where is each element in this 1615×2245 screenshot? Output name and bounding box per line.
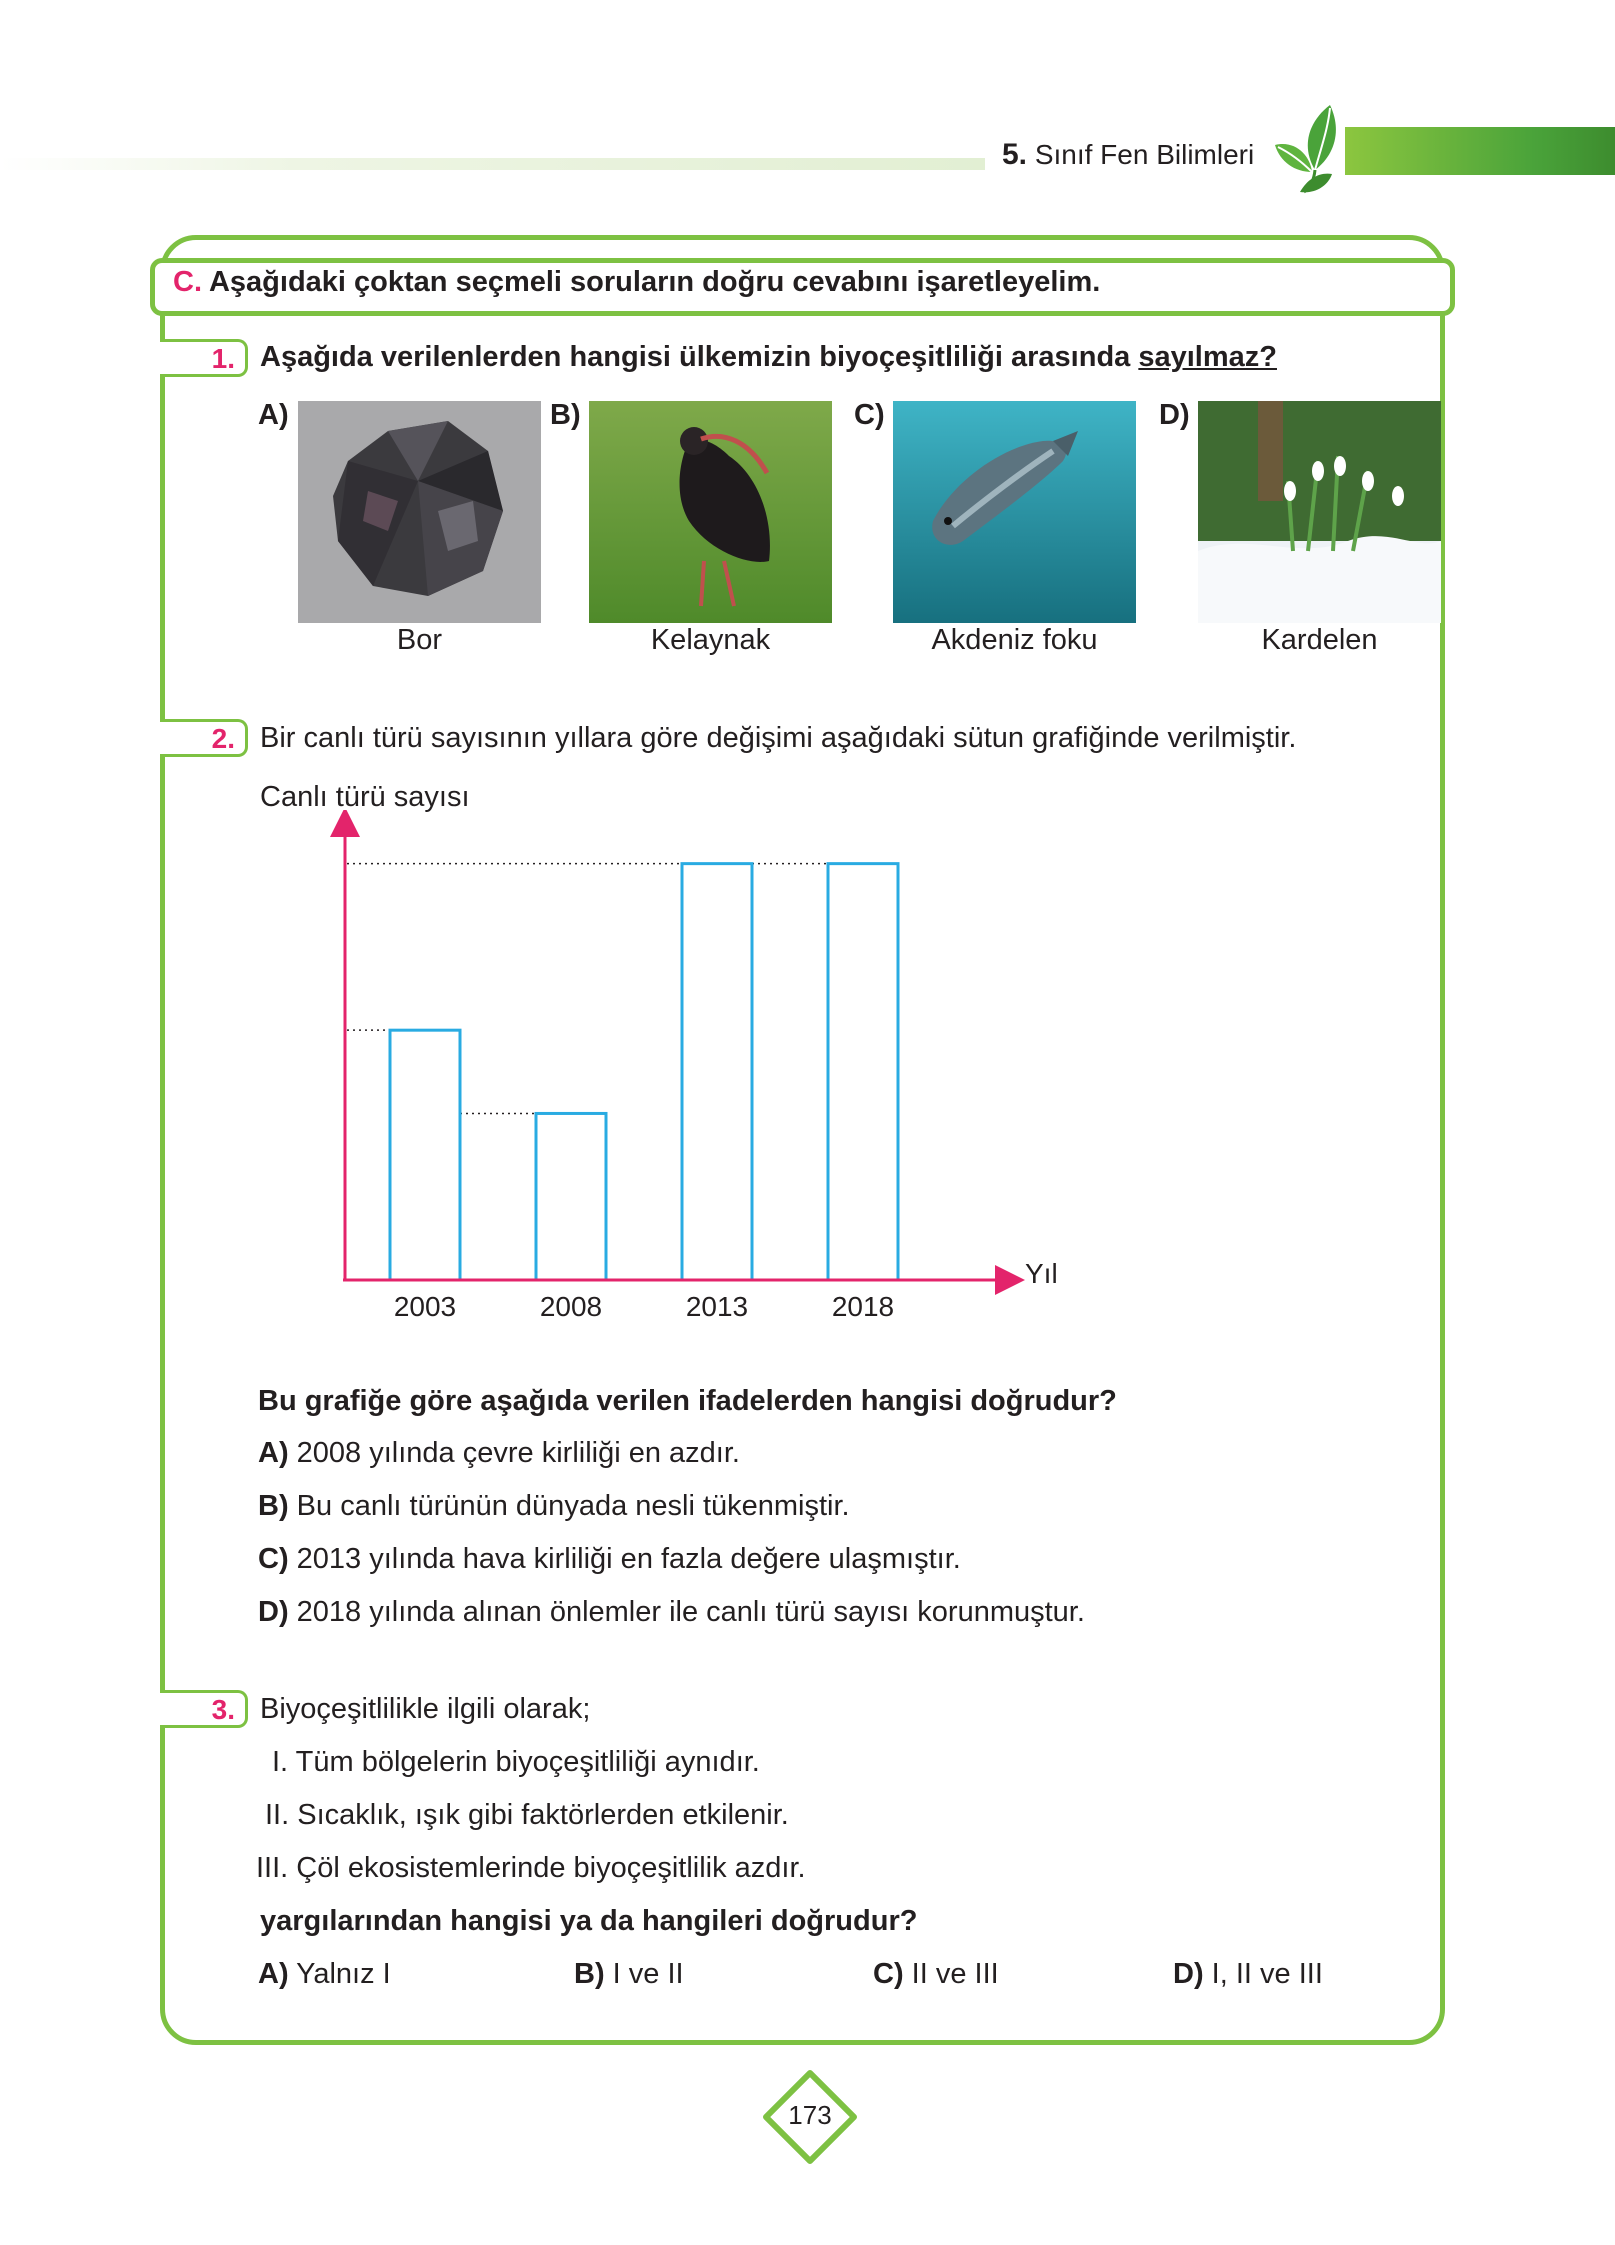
q1-option-c-image-akdeniz-foku[interactable]	[893, 401, 1136, 623]
q3-option-b[interactable]	[574, 1958, 684, 1991]
question-1-number: 1.	[160, 339, 248, 377]
q2-option-b-letter: B)	[258, 1490, 289, 1522]
question-3-prompt: yargılarından hangisi ya da hangileri doğrudur?	[260, 1905, 918, 1937]
chart-x-tick-2008: 2008	[539, 1291, 603, 1322]
chart-x-tick-2003: 2003	[393, 1291, 457, 1322]
q3-option-a-text: Yalnız I	[296, 1958, 391, 1990]
section-instruction: Aşağıdaki çoktan seçmeli soruların doğru cevabını işaretleyelim.	[208, 266, 1101, 298]
header-decor-bar	[0, 158, 985, 170]
question-2-text: Bir canlı türü sayısının yıllara göre değişimi aşağıdaki sütun grafiğinde verilmiştir.	[260, 722, 1297, 754]
leaf-logo-icon	[1270, 100, 1360, 195]
q3-option-c-letter: C)	[873, 1958, 904, 1990]
q3-option-b-text: I ve II	[612, 1958, 684, 1990]
q3-statement-3: III. Çöl ekosistemlerinde biyoçeşitlilik azdır.	[256, 1852, 806, 1884]
question-1-text	[260, 341, 1277, 374]
question-2-prompt: Bu grafiğe göre aşağıda verilen ifadelerden hangisi doğrudur?	[258, 1385, 1117, 1417]
chart-bar-2018	[828, 864, 898, 1280]
q3-option-c[interactable]	[873, 1958, 999, 1991]
q1-option-b-caption: Kelaynak	[650, 624, 771, 656]
q2-option-d[interactable]	[258, 1596, 1085, 1629]
bar-chart	[240, 810, 1100, 1340]
question-3-number: 3.	[160, 1690, 248, 1728]
q3-option-a[interactable]	[258, 1958, 391, 1991]
q1-option-c-letter[interactable]: C)	[854, 399, 885, 431]
q1-option-b-letter[interactable]: B)	[550, 399, 581, 431]
question-2-number: 2.	[160, 719, 248, 757]
chart-x-tick-2018: 2018	[831, 1291, 895, 1322]
question-1-text-underlined: sayılmaz?	[1138, 341, 1277, 373]
q2-option-d-text: 2018 yılında alınan önlemler ile canlı türü sayısı korunmuştur.	[296, 1596, 1085, 1628]
q3-option-c-text: II ve III	[911, 1958, 999, 1990]
question-1-text-main: Aşağıda verilenlerden hangisi ülkemizin biyoçeşitliliği arasında	[260, 341, 1139, 373]
q2-option-a-letter: A)	[258, 1437, 289, 1469]
q2-option-a[interactable]	[258, 1437, 740, 1470]
q2-option-a-text: 2008 yılında çevre kirliliği en azdır.	[296, 1437, 740, 1469]
q2-option-b[interactable]	[258, 1490, 850, 1523]
header-grade: 5.	[1002, 138, 1028, 171]
q2-option-c[interactable]	[258, 1543, 961, 1576]
chart-x-label: Yıl	[1025, 1258, 1058, 1289]
page-number: 173	[788, 2100, 832, 2130]
q1-option-b-image-kelaynak[interactable]	[589, 401, 832, 623]
q2-option-d-letter: D)	[258, 1596, 289, 1628]
header-title	[1002, 138, 1254, 172]
q1-option-d-caption: Kardelen	[1261, 624, 1378, 656]
q3-statement-2: II. Sıcaklık, ışık gibi faktörlerden etkilenir.	[265, 1799, 789, 1831]
q3-option-a-letter: A)	[258, 1958, 289, 1990]
chart-y-label: Canlı türü sayısı	[260, 781, 470, 813]
q3-option-d-text: I, II ve III	[1211, 1958, 1323, 1990]
q1-option-a-letter[interactable]: A)	[258, 399, 289, 431]
q2-option-b-text: Bu canlı türünün dünyada nesli tükenmiştir.	[296, 1490, 850, 1522]
chart-bar-2003	[390, 1030, 460, 1280]
q2-option-c-text: 2013 yılında hava kirliliği en fazla değere ulaşmıştır.	[296, 1543, 961, 1575]
q2-option-c-letter: C)	[258, 1543, 289, 1575]
header-green-bar	[1345, 127, 1615, 175]
q1-option-a-image-bor[interactable]	[298, 401, 541, 623]
chart-bar-2008	[536, 1113, 606, 1280]
q1-option-d-letter[interactable]: D)	[1159, 399, 1190, 431]
q3-statement-1: I. Tüm bölgelerin biyoçeşitliliği aynıdır.	[272, 1746, 760, 1778]
question-3-intro: Biyoçeşitlilikle ilgili olarak;	[260, 1693, 591, 1725]
header-subject: Sınıf Fen Bilimleri	[1034, 139, 1255, 170]
chart-x-tick-2013: 2013	[685, 1291, 749, 1322]
q1-option-a-caption: Bor	[396, 624, 443, 656]
chart-bar-2013	[682, 864, 752, 1280]
q1-option-d-image-kardelen[interactable]	[1198, 401, 1441, 623]
q3-option-b-letter: B)	[574, 1958, 605, 1990]
q1-option-c-caption: Akdeniz foku	[931, 624, 1098, 656]
section-letter: C.	[173, 266, 202, 298]
q3-option-d[interactable]	[1173, 1958, 1323, 1991]
q3-option-d-letter: D)	[1173, 1958, 1204, 1990]
section-title	[173, 266, 1100, 299]
